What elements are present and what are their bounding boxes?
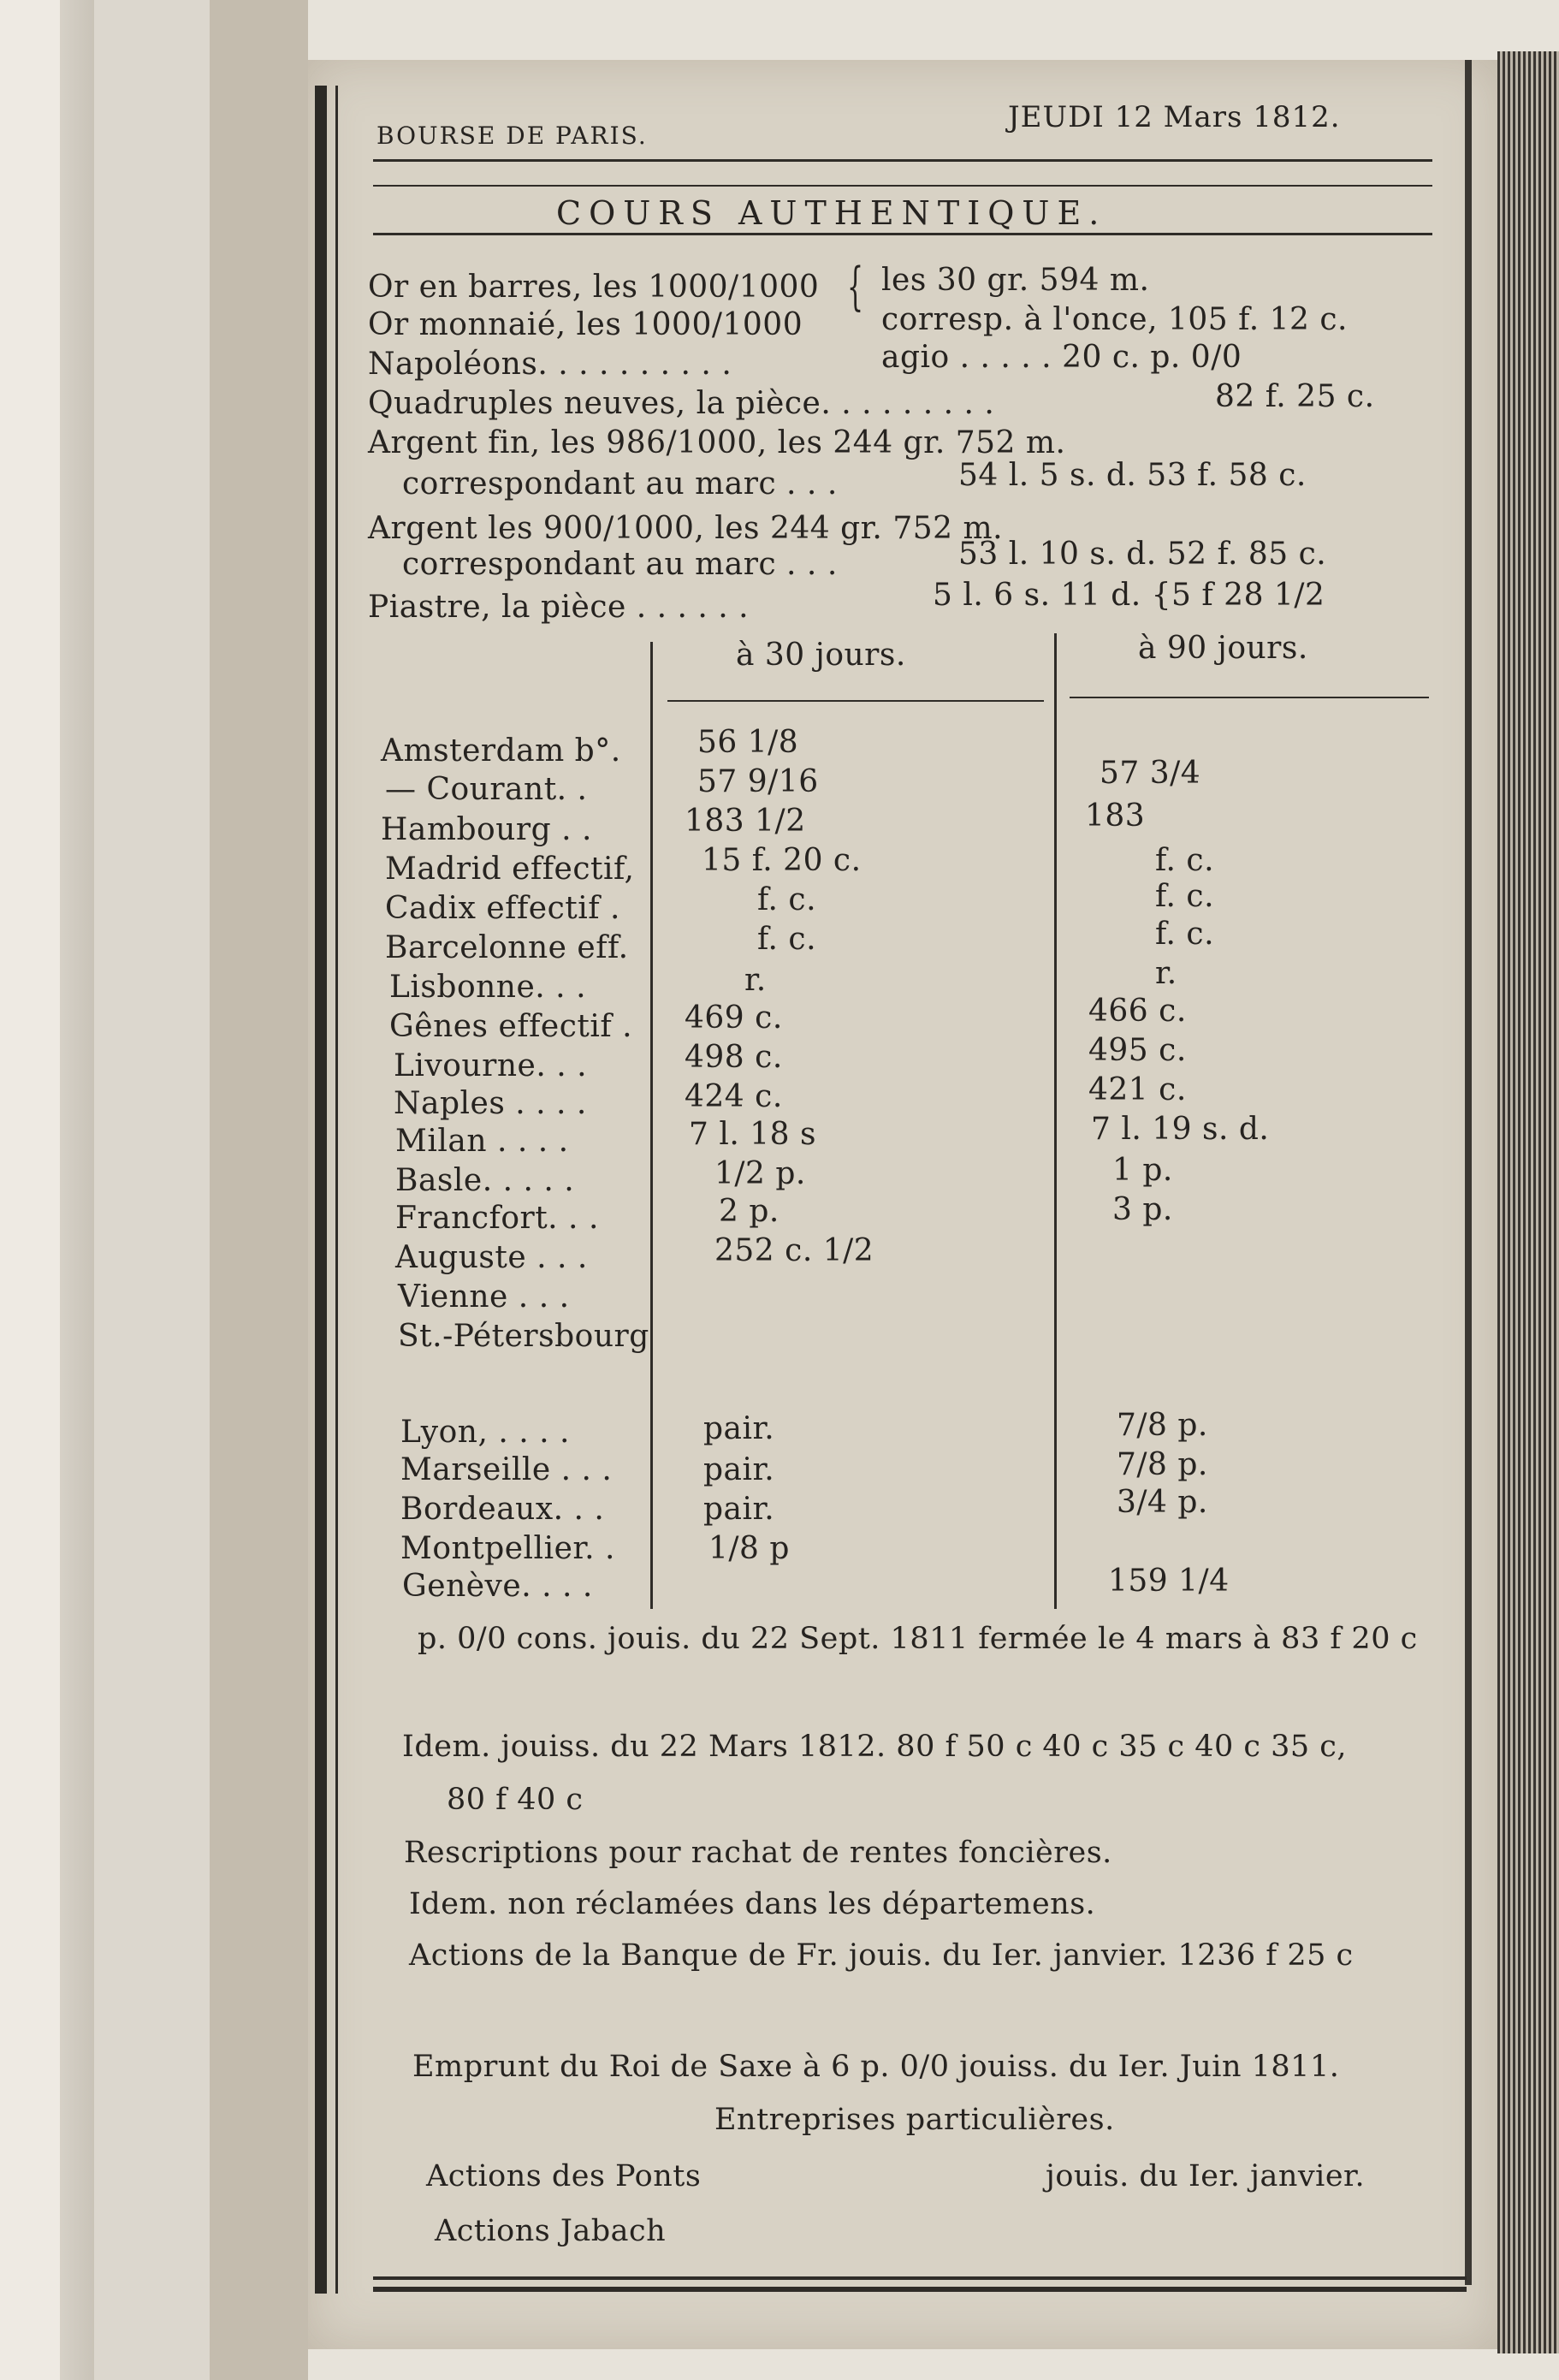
table-row-place: Milan . . . . (395, 1124, 569, 1159)
page-stack-edge (1497, 51, 1559, 2353)
table-row-place: Livourne. . . (394, 1048, 588, 1083)
metal-value: 54 l. 5 s. d. 53 f. 58 c. (958, 458, 1307, 493)
fund-line: Idem. non réclamées dans les départemens. (409, 1887, 1096, 1921)
table-cell-30: 56 1/8 (697, 725, 799, 760)
table-cell-90: 466 c. (1088, 994, 1187, 1029)
table-cell-30: 252 c. 1/2 (714, 1233, 874, 1268)
metal-label: Argent les 900/1000, les 244 gr. 752 m. (368, 511, 1004, 546)
brace-icon: { (847, 257, 864, 317)
table-cell-90: f. c. (1155, 917, 1215, 952)
fund-line: Actions de la Banque de Fr. jouis. du Ier. janvier. 1236 f 25 c (409, 1938, 1354, 1973)
fund-line: Rescriptions pour rachat de rentes foncières. (404, 1836, 1112, 1870)
table-cell-90: 183 (1085, 798, 1146, 834)
table-cell-90: 7/8 p. (1117, 1447, 1208, 1482)
table-cell-30: f. c. (757, 882, 817, 917)
table-cell-30: f. c. (757, 922, 817, 957)
table-cell-90: r. (1155, 956, 1177, 991)
table-row-place: Amsterdam b°. (381, 733, 621, 769)
table-row-place: Gênes effectif . (389, 1009, 633, 1044)
table-cell-30: 2 p. (719, 1194, 780, 1229)
cover-edge (0, 0, 60, 2380)
header-rule (373, 159, 1432, 162)
metal-label: Quadruples neuves, la pièce. . . . . . . . . (368, 386, 995, 421)
metal-label: Napoléons. . . . . . . . . . (368, 347, 732, 382)
table-cell-30: 1/2 p. (714, 1156, 806, 1191)
table-row-place: Auguste . . . (395, 1240, 588, 1275)
table-cell-30: pair. (703, 1411, 775, 1446)
table-cell-30: 7 l. 18 s (689, 1117, 816, 1152)
fund-heading: Entreprises particulières. (714, 2103, 1115, 2137)
table-cell-30: 15 f. 20 c. (702, 843, 862, 878)
table-row-place: Lisbonne. . . (389, 970, 587, 1005)
fund-line: jouis. du Ier. janvier. (1046, 2159, 1366, 2193)
table-cell-90: 7 l. 19 s. d. (1091, 1112, 1270, 1147)
table-cell-30: r. (744, 963, 767, 998)
metal-value: corresp. à l'once, 105 f. 12 c. (881, 302, 1348, 337)
table-cell-90: f. c. (1155, 843, 1215, 878)
header-left: BOURSE DE PARIS. (376, 122, 648, 150)
table-row-place: Genève. . . . (402, 1569, 593, 1604)
page-title: COURS AUTHENTIQUE. (556, 194, 1107, 232)
table-cell-30: pair. (703, 1492, 775, 1527)
table-row-place: Cadix effectif . (385, 891, 620, 926)
fund-line: 80 f 40 c (447, 1783, 584, 1817)
table-row-place: Hambourg . . (381, 812, 592, 847)
table-cell-30: 498 c. (685, 1040, 783, 1075)
table-cell-90: 7/8 p. (1117, 1408, 1208, 1443)
bottom-rule (373, 2276, 1467, 2280)
metal-value: 82 f. 25 c. (1215, 379, 1375, 414)
table-cell-90: 3 p. (1112, 1192, 1173, 1227)
fund-line: Emprunt du Roi de Saxe à 6 p. 0/0 jouiss. du Ier. Juin 1811. (412, 2050, 1340, 2084)
fund-line: Idem. jouiss. du 22 Mars 1812. 80 f 50 c 40 c 35 c 40 c 35 c, (402, 1730, 1347, 1764)
cover-inner-board (210, 0, 308, 2380)
metal-label: Or en barres, les 1000/1000 (368, 270, 820, 305)
table-cell-30: 424 c. (685, 1079, 783, 1114)
table-row-place: — Courant. . (385, 772, 588, 807)
metal-label: Or monnaié, les 1000/1000 (368, 307, 803, 342)
column-header-30-days: à 30 jours. (736, 638, 906, 673)
column-divider-30 (650, 642, 653, 1609)
column-divider-90 (1054, 633, 1057, 1609)
metal-value: les 30 gr. 594 m. (881, 263, 1150, 298)
fund-line: p. 0/0 cons. jouis. du 22 Sept. 1811 fermée le 4 mars à 83 f 20 c (418, 1622, 1418, 1656)
table-cell-90: 421 c. (1088, 1072, 1187, 1107)
metal-value: 5 l. 6 s. 11 d. {5 f 28 1/2 (933, 578, 1325, 613)
column-header-90-days: à 90 jours. (1138, 631, 1308, 666)
table-cell-90: 3/4 p. (1117, 1485, 1208, 1520)
metal-value: agio . . . . . 20 c. p. 0/0 (881, 340, 1242, 375)
column-header-rule-90 (1070, 697, 1429, 698)
left-border-rule (315, 86, 327, 2294)
header-rule-2 (373, 185, 1432, 187)
table-cell-90: f. c. (1155, 879, 1215, 914)
table-row-place: Vienne . . . (398, 1279, 570, 1315)
column-header-rule-30 (667, 700, 1044, 702)
table-cell-30: 183 1/2 (685, 804, 806, 839)
table-cell-30: pair. (703, 1452, 775, 1487)
fund-line: Actions Jabach (435, 2214, 667, 2248)
right-border-rule (1465, 60, 1472, 2285)
table-cell-30: 57 9/16 (697, 764, 819, 799)
title-rule (373, 233, 1432, 235)
table-cell-90: 495 c. (1088, 1033, 1187, 1068)
table-row-place: St.-Pétersbourg (398, 1319, 649, 1354)
table-cell-30: 469 c. (685, 1000, 783, 1036)
table-cell-90: 159 1/4 (1108, 1564, 1230, 1599)
metal-label: correspondant au marc . . . (402, 547, 838, 582)
table-cell-90: 57 3/4 (1100, 756, 1201, 791)
metal-label: Piastre, la pièce . . . . . . (368, 590, 750, 625)
table-cell-30: 1/8 p (708, 1531, 790, 1566)
table-row-place: Marseille . . . (400, 1452, 613, 1487)
metal-label: Argent fin, les 986/1000, les 244 gr. 752 m. (368, 425, 1066, 460)
table-cell-90: 1 p. (1112, 1153, 1173, 1188)
table-row-place: Madrid effectif, (385, 852, 635, 887)
header-date: JEUDI 12 Mars 1812. (1008, 100, 1341, 134)
table-row-place: Basle. . . . . (395, 1163, 575, 1198)
left-inner-rule (335, 86, 338, 2294)
table-row-place: Montpellier. . (400, 1531, 615, 1566)
bottom-rule-2 (373, 2287, 1467, 2292)
table-row-place: Bordeaux. . . (400, 1492, 605, 1527)
table-row-place: Francfort. . . (395, 1201, 599, 1236)
metal-label: correspondant au marc . . . (402, 466, 838, 502)
table-row-place: Barcelonne eff. (385, 930, 629, 965)
fund-line: Actions des Ponts (426, 2159, 702, 2193)
table-row-place: Naples . . . . (394, 1086, 587, 1121)
table-row-place: Lyon, . . . . (400, 1415, 570, 1450)
metal-value: 53 l. 10 s. d. 52 f. 85 c. (958, 537, 1327, 572)
cover-fold (60, 0, 94, 2380)
